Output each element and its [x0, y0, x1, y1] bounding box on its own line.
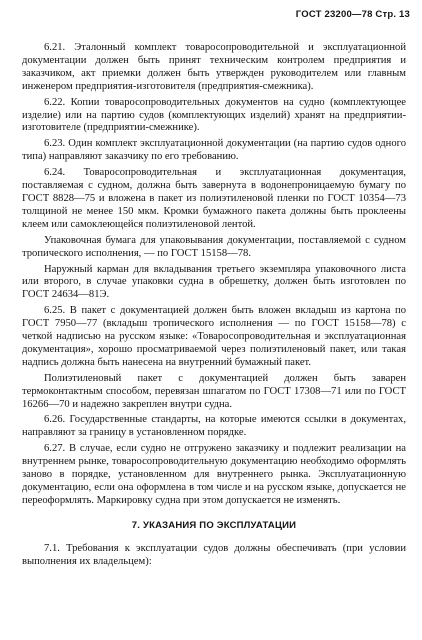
paragraph-packing-paper: Упаковочная бумага для упаковывания документации, поставляемой с судном тропического исполнения, — по ГОСТ 15158—78.: [22, 234, 406, 259]
paragraph-7-1: 7.1. Требования к эксплуатации судов должны обеспечивать (при условии выполнения их владельцем):: [22, 542, 406, 567]
document-body: [22, 42, 406, 572]
paragraph-6-22: 6.22. Копии товаросопроводительных документов на судно (комплектующее изделие) или на партию судов (комплектующих изделий) хранят на предприятии-изготовителе (предприятии-смежнике).: [22, 96, 406, 134]
paragraph-6-26: 6.26. Государственные стандарты, на которые имеются ссылки в документах, направляют за границу в установленном порядке.: [22, 414, 406, 439]
paragraph-6-24: 6.24. Товаросопроводительная и эксплуатационная документация, поставляемая с судном, должна быть завернута в водонепроницаемую бумагу по ГОСТ 8828—75 и вложена в пакет из полиэтиленовой пленки по ГОСТ 10354—73 толщиной не менее 150 мкм. Кромки бумажного пакета должны быть проклеены клеем или самоклеющейся полиэтиленовой лентой.: [22, 167, 406, 230]
paragraph-6-21: 6.21. Эталонный комплект товаросопроводительной и эксплуатационной документации должен быть принят техническим контролем предприятия и заказчиком, акт приемки должен быть утвержден руководителем или главным инженером предприятия-изготовителя (предприятия-смежника).: [22, 42, 406, 92]
section-title: 7. УКАЗАНИЯ ПО ЭКСПЛУАТАЦИИ: [131, 519, 297, 531]
page-header: ГОСТ 23200—78 Стр. 13: [295, 9, 410, 20]
paragraph-6-25: 6.25. В пакет с документацией должен быть вложен вкладыш из картона по ГОСТ 7950—77 (вкладыш тропического исполнения — по ГОСТ 15158—78) с четкой надписью на русском языке: «Товаросопроводительная и эксплуатационная документация», хорошо просматриваемой через полиэтиленовый пакет, или такая надпись должна быть нанесена на внутренний бумажный пакет.: [22, 305, 406, 368]
paragraph-6-23: 6.23. Один комплект эксплуатационной документации (на партию судов одного типа) направляют заказчику по его требованию.: [22, 138, 406, 163]
paragraph-polyethylene-bag: Полиэтиленовый пакет с документацией должен быть заварен термоконтактным способом, перевязан шпагатом по ГОСТ 17308—71 или по ГОСТ 16266—70 и надежно закреплен внутри судна.: [22, 372, 406, 410]
paragraph-outer-pocket: Наружный карман для вкладывания третьего экземпляра упаковочного листа или второго, в случае упаковки судна в обрешетку, должен быть изготовлен по ГОСТ 24634—81Э.: [22, 263, 406, 301]
paragraph-6-27: 6.27. В случае, если судно не отгружено заказчику и подлежит реализации на внутреннем рынке, товаросопроводительную документацию необходимо оформлять заново в порядке, установленном для внутреннего рынка. Эксплуатационную документацию, если она оформлена в том числе и на русском языке, допускается не переоформлять. Маркировку судна при этом допускается не изменять.: [22, 443, 406, 506]
